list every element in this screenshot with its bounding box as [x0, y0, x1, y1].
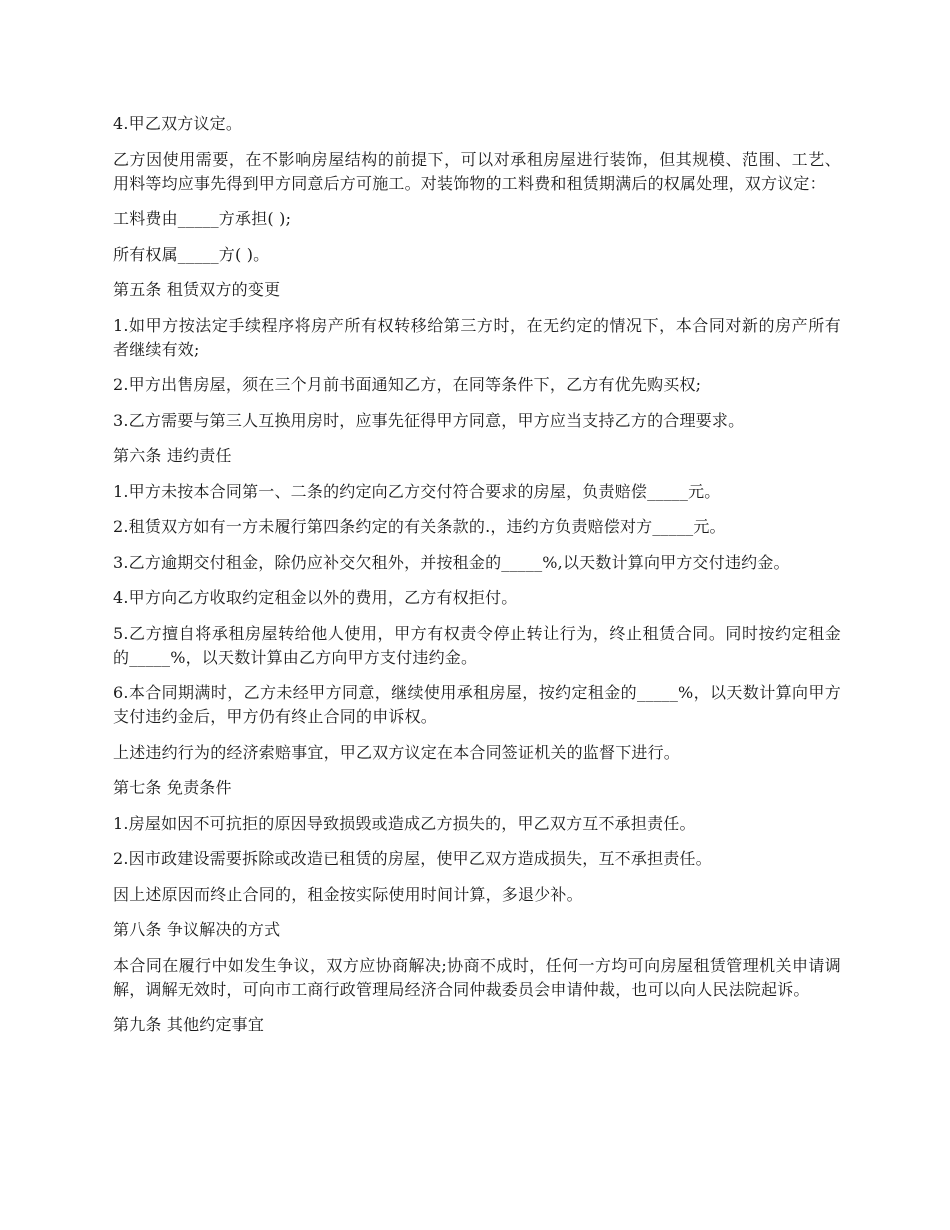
article-6-heading: 第六条 违约责任 — [113, 446, 232, 465]
article-7-item-1: 1.房屋如因不可抗拒的原因导致损毁或造成乙方损失的，甲乙双方互不承担责任。 — [113, 813, 696, 833]
article-5-item-2: 2.甲方出售房屋，须在三个月前书面通知乙方，在同等条件下，乙方有优先购买权; — [113, 375, 702, 394]
article-8-heading: 第八条 争议解决的方式 — [113, 920, 281, 939]
article-5-item-3: 3.乙方需要与第三人互换用房时，应事先征得甲方同意，甲方应当支持乙方的合理要求。 — [113, 410, 745, 430]
article-7-heading: 第七条 免责条件 — [113, 778, 232, 797]
decoration-paragraph: 乙方因使用需要，在不影响房屋结构的前提下，可以对承租房屋进行装饰，但其规模、范围、工艺、用料等均应事先得到甲方同意后方可施工。对装饰物的工料费和租赁期满后的权属处理，双方议定： — [113, 149, 841, 193]
article-6-item-5: 5.乙方擅自将承租房屋转给他人使用，甲方有权责令停止转让行为，终止租赁合同。同时按约定租金的_____%，以天数计算由乙方向甲方支付违约金。 — [113, 623, 841, 667]
ownership-line: 所有权属_____方( )。 — [113, 244, 270, 264]
article-8-body: 本合同在履行中如发生争议，双方应协商解决;协商不成时，任何一方均可向房屋租赁管理机关申请调解，调解无效时，可向市工商行政管理局经济合同仲裁委员会申请仲裁，也可以向人民法院起诉。 — [113, 955, 841, 999]
article-5-heading: 第五条 租赁双方的变更 — [113, 280, 281, 299]
article-9-heading: 第九条 其他约定事宜 — [113, 1015, 265, 1034]
article-5-item-1: 1.如甲方按法定手续程序将房产所有权转移给第三方时，在无约定的情况下，本合同对新的房产所有者继续有效; — [113, 315, 841, 359]
material-cost-line: 工料费由_____方承担( ); — [113, 209, 292, 228]
article-7-item-2: 2.因市政建设需要拆除或改造已租赁的房屋，使甲乙双方造成损失，互不承担责任。 — [113, 849, 712, 868]
article-6-item-4: 4.甲方向乙方收取约定租金以外的费用，乙方有权拒付。 — [113, 588, 518, 607]
article-6-item-3: 3.乙方逾期交付租金，除仍应补交欠租外，并按租金的_____%,以天数计算向甲方交付违约金。 — [113, 552, 790, 572]
document-body — [113, 112, 841, 1049]
article-6-item-2: 2.租赁双方如有一方未履行第四条约定的有关条款的.，违约方负责赔偿对方_____元。 — [113, 517, 726, 536]
article-7-summary: 因上述原因而终止合同的，租金按实际使用时间计算，多退少补。 — [113, 884, 583, 904]
article-6-item-6: 6.本合同期满时，乙方未经甲方同意，继续使用承租房屋，按约定租金的_____%，以天数计算向甲方支付违约金后，甲方仍有终止合同的申诉权。 — [113, 683, 841, 726]
clause-item-4-agreement: 4.甲乙双方议定。 — [113, 114, 243, 133]
article-6-item-1: 1.甲方未按本合同第一、二条的约定向乙方交付符合要求的房屋，负责赔偿_____元。 — [113, 481, 721, 501]
article-6-summary: 上述违约行为的经济索赔事宜，甲乙双方议定在本合同签证机关的监督下进行。 — [113, 742, 681, 762]
